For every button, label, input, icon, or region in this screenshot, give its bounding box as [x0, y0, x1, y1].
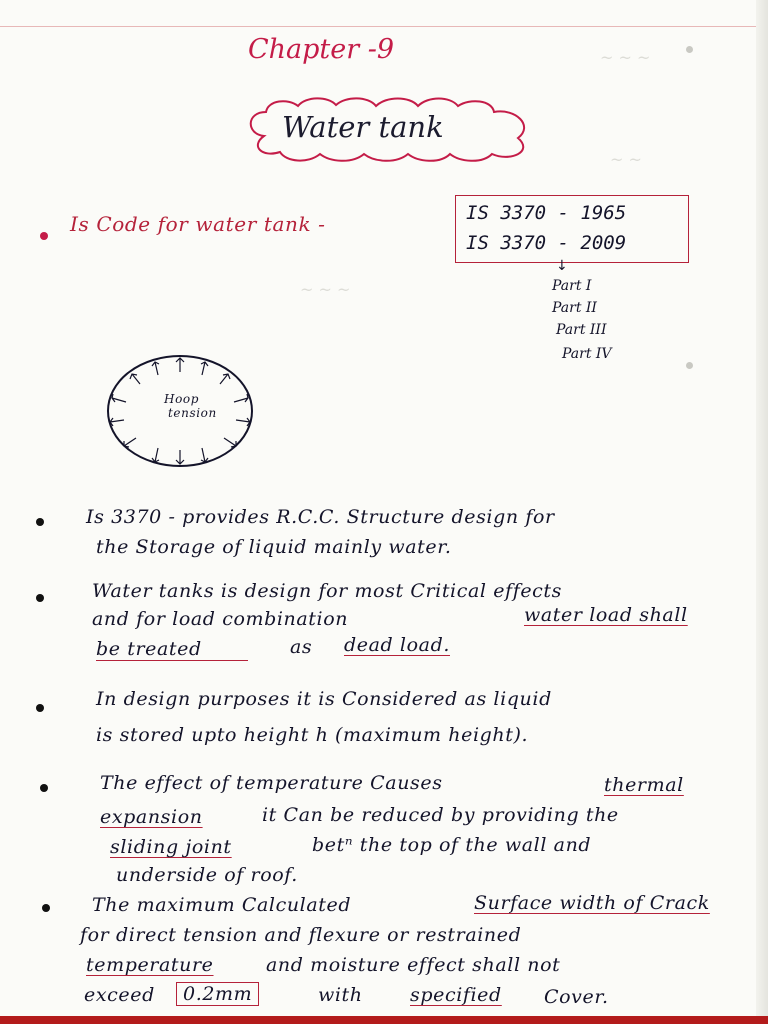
bullet	[36, 704, 44, 712]
top-margin-line	[0, 26, 768, 27]
down-arrow-icon: ↓	[556, 258, 568, 274]
point-4-underlined-expansion: expansion	[100, 806, 203, 828]
bullet	[36, 594, 44, 602]
bullet	[42, 904, 50, 912]
point-1-line-2: the Storage of liquid mainly water.	[96, 536, 452, 558]
point-1-line-1: Is 3370 - provides R.C.C. Structure design for	[86, 506, 555, 528]
is-code-2009: IS 3370 - 2009	[466, 232, 627, 254]
point-5-line-1: The maximum Calculated	[92, 894, 352, 916]
point-3-line-1: In design purposes it is Considered as liquid	[96, 688, 552, 710]
point-5-underlined-crack: Surface width of Crack	[474, 892, 710, 914]
point-5-line-4: exceed	[84, 984, 155, 1006]
point-2-line-3: be treated	[96, 638, 248, 661]
point-4-underlined-thermal: thermal	[604, 774, 684, 796]
point-4-line-1: The effect of temperature Causes	[100, 772, 443, 794]
point-5-boxed-value: 0.2mm	[176, 982, 259, 1006]
part-3: Part III	[556, 322, 607, 338]
tension-label: tension	[168, 406, 217, 420]
point-2-underlined: water load shall	[524, 604, 688, 626]
point-2-line-4: as	[290, 636, 313, 658]
page-spine	[756, 0, 768, 1024]
point-4-line-2: it Can be reduced by providing the	[262, 804, 619, 826]
point-2-line-2: and for load combination	[92, 608, 349, 630]
point-2-line-5: dead load.	[344, 634, 450, 656]
point-2-line-1: Water tanks is design for most Critical effects	[92, 580, 562, 602]
point-5-line-2: for direct tension and flexure or restrained	[80, 924, 522, 946]
punch-hole	[686, 46, 693, 53]
point-3-line-2: is stored upto height h (maximum height).	[96, 724, 529, 746]
point-5-line-3: and moisture effect shall not	[266, 954, 561, 976]
point-4-underlined-sliding-joint: sliding joint	[110, 836, 232, 858]
bullet	[40, 232, 48, 240]
part-1: Part I	[552, 278, 592, 294]
chapter-title: Chapter -9	[248, 34, 395, 65]
point-5-underlined-specified: specified	[410, 984, 502, 1006]
bleed-through: ~ ~ ~	[300, 280, 351, 299]
page-bottom-edge	[0, 1016, 768, 1024]
bullet	[40, 784, 48, 792]
point-5-line-6: Cover.	[544, 986, 609, 1008]
part-4: Part IV	[562, 346, 612, 362]
point-5-underlined-temperature: temperature	[86, 954, 214, 976]
part-2: Part II	[552, 300, 597, 316]
point-5-line-5: with	[318, 984, 363, 1006]
bullet	[36, 518, 44, 526]
hoop-label: Hoop	[164, 392, 199, 406]
point-4-line-3: betⁿ the top of the wall and	[312, 834, 592, 856]
bleed-through: ~ ~	[610, 150, 642, 169]
punch-hole	[686, 362, 693, 369]
bleed-through: ~ ~ ~	[600, 48, 651, 67]
heading-water-tank: Water tank	[282, 110, 444, 144]
is-code-1965: IS 3370 - 1965	[466, 202, 627, 224]
point-4-line-4: underside of roof.	[116, 864, 298, 886]
is-code-label: Is Code for water tank -	[70, 212, 326, 236]
